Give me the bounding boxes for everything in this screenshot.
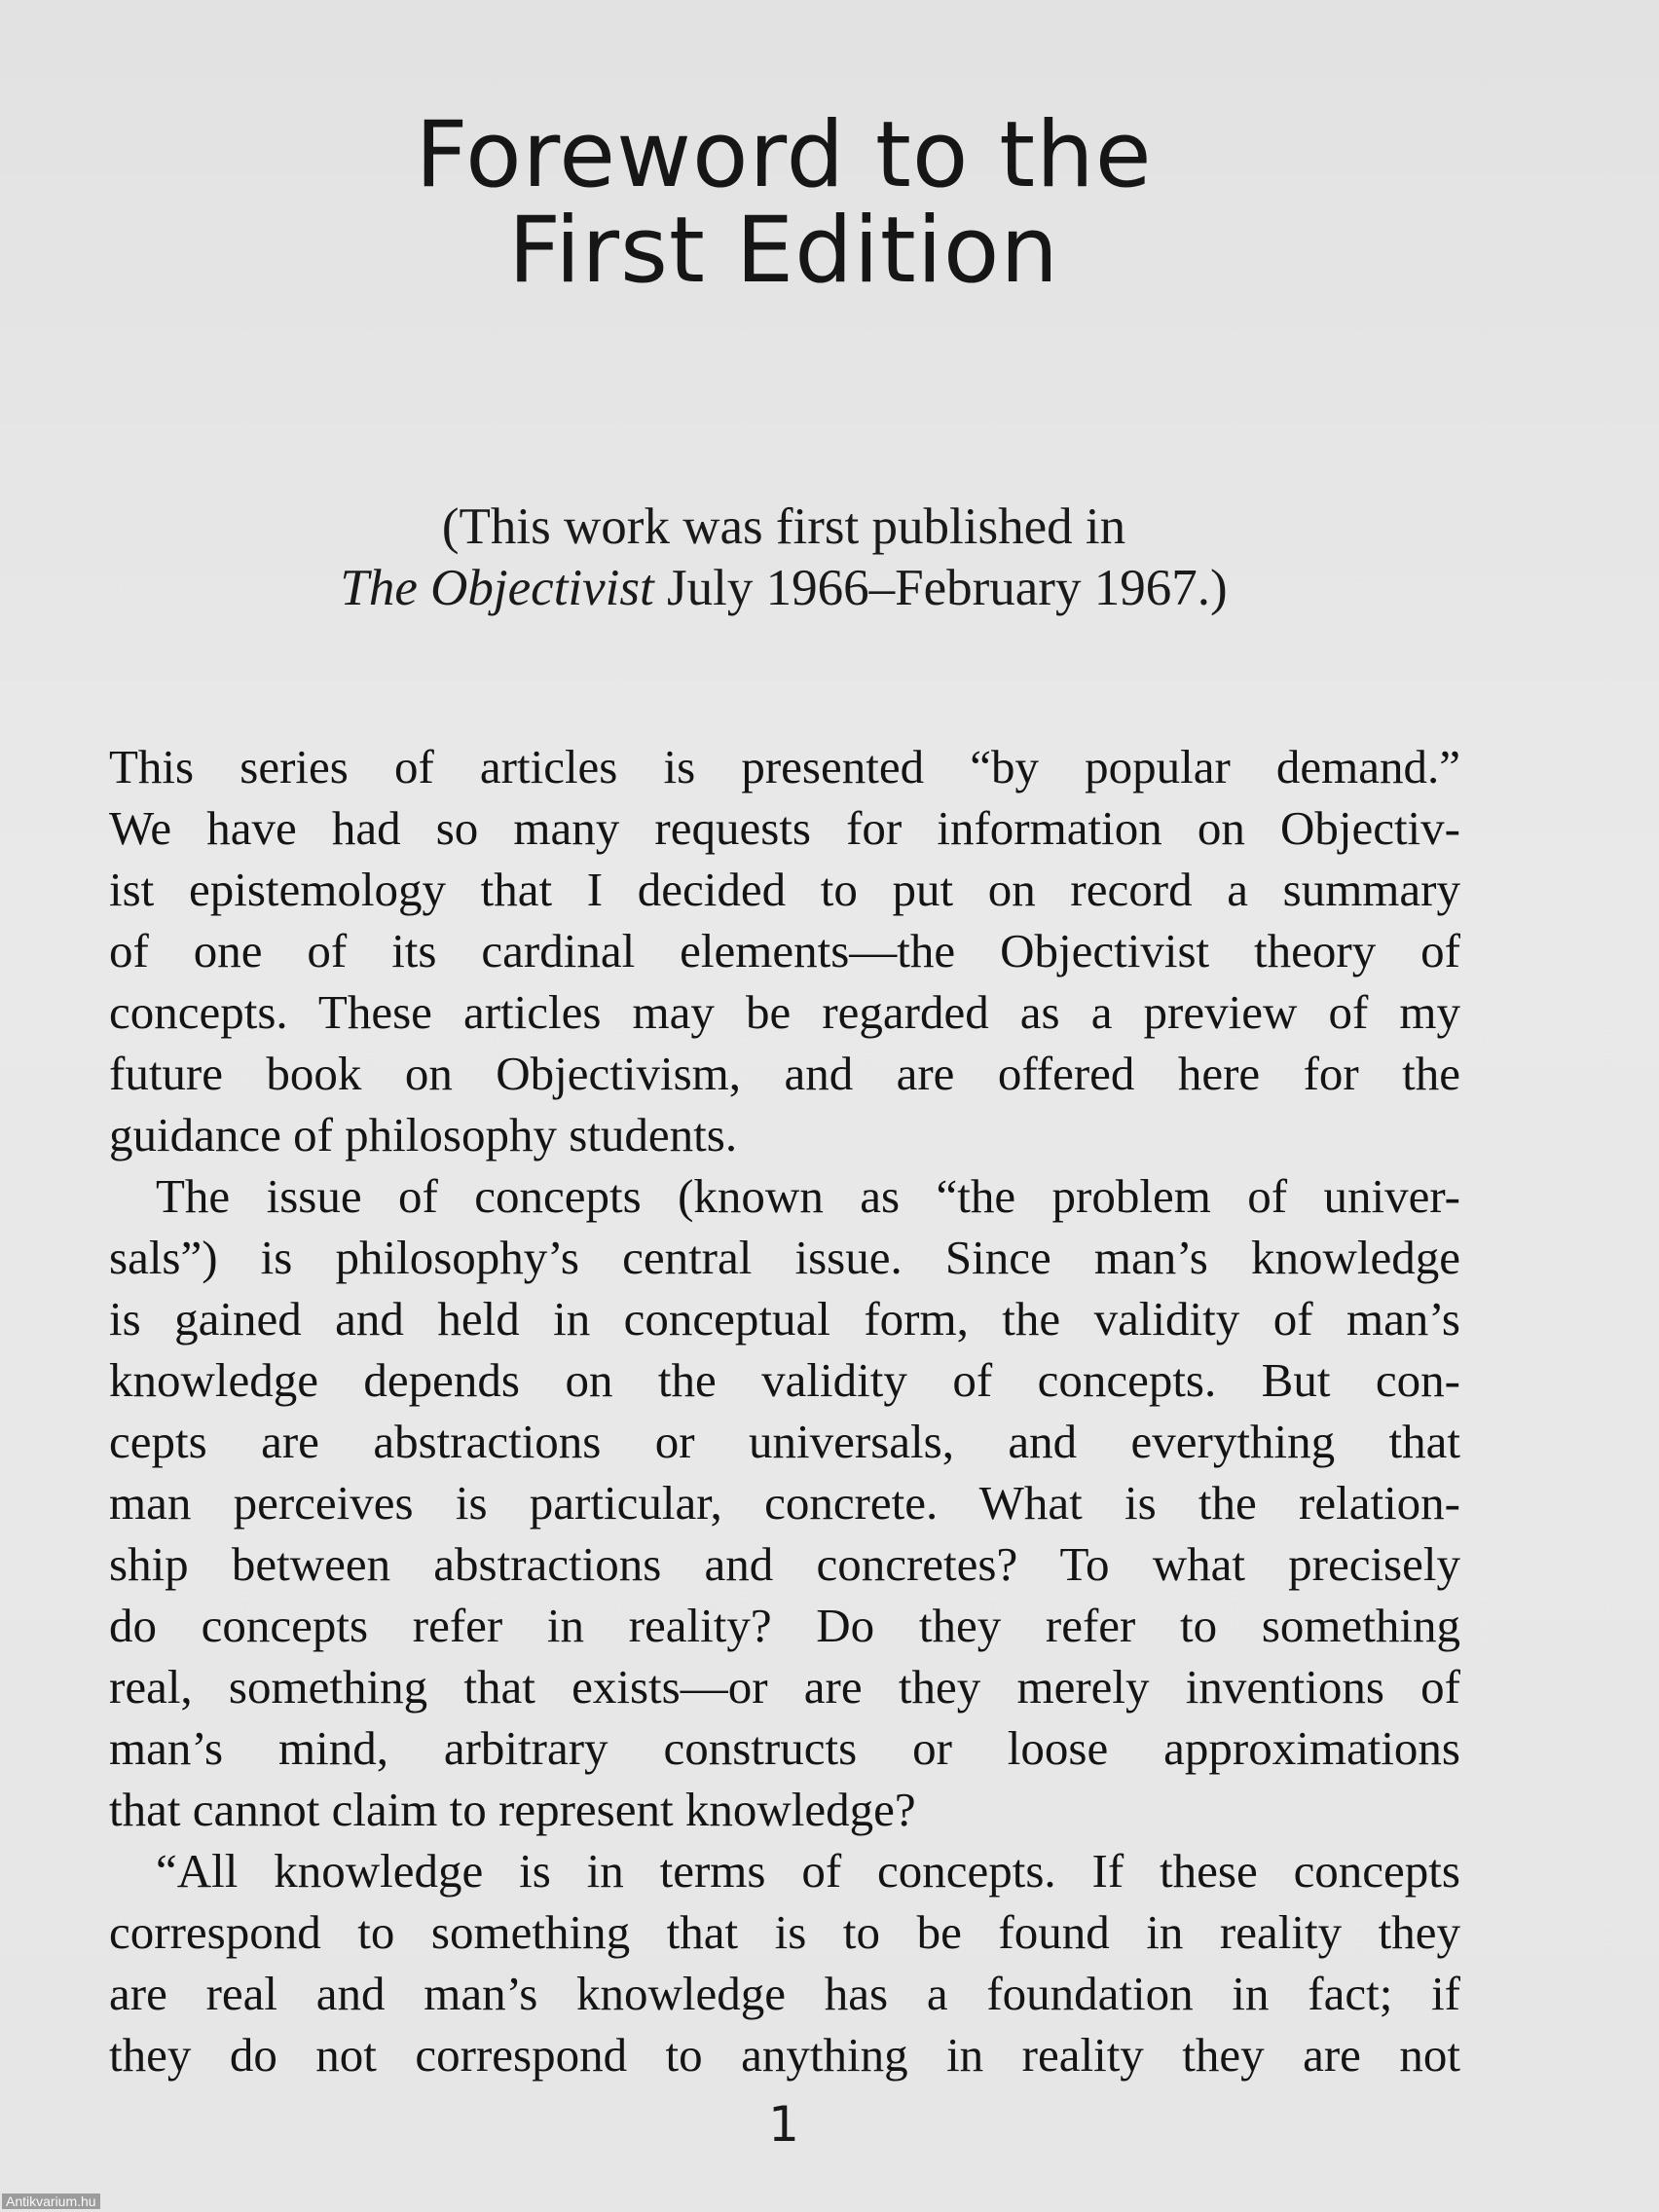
- body-line: sals”) is philosophy’s central issue. Since man’s knowledge: [109, 1231, 1460, 1284]
- chapter-title-line-1: Foreword to the: [415, 102, 1153, 208]
- body-line: knowledge depends on the validity of concepts. But con-: [109, 1353, 1460, 1407]
- body-line: ist epistemology that I decided to put on record a summary: [109, 863, 1460, 916]
- body-line: of one of its cardinal elements—the Objectivist theory of: [109, 924, 1460, 977]
- body-line: correspond to something that is to be found in reality they: [109, 1905, 1460, 1959]
- body-line: cepts are abstractions or universals, and everything that: [109, 1415, 1460, 1468]
- body-line: This series of articles is presented “by popular demand.”: [109, 740, 1460, 793]
- body-line: “All knowledge is in terms of concepts. If these concepts: [156, 1844, 1460, 1898]
- chapter-title-line-2: First Edition: [508, 198, 1059, 304]
- page-number: 1: [768, 2096, 799, 2153]
- body-line: man perceives is particular, concrete. What is the relation-: [109, 1476, 1460, 1530]
- body-line: they do not correspond to anything in reality they are not: [109, 2028, 1460, 2082]
- body-line: We have had so many requests for information on Objectiv-: [109, 801, 1460, 855]
- body-line: do concepts refer in reality? Do they refer to something: [109, 1599, 1460, 1652]
- body-line: man’s mind, arbitrary constructs or loose approximations: [109, 1721, 1460, 1775]
- body-line: is gained and held in conceptual form, the validity of man’s: [109, 1292, 1460, 1346]
- body-line: ship between abstractions and concretes? To what precisely: [109, 1537, 1460, 1591]
- publication-note-line-2: [0, 558, 1567, 619]
- body-line: The issue of concepts (known as “the problem of univer-: [156, 1169, 1460, 1223]
- body-line: future book on Objectivism, and are offered here for the: [109, 1047, 1460, 1100]
- body-line: are real and man’s knowledge has a foundation in fact; if: [109, 1967, 1460, 2020]
- publication-title: The Objectivist: [340, 560, 654, 616]
- body-line: real, something that exists—or are they merely inventions of: [109, 1660, 1460, 1714]
- body-text: [109, 736, 1460, 2085]
- body-line: concepts. These articles may be regarded as a preview of my: [109, 985, 1460, 1039]
- body-line: guidance of philosophy students.: [109, 1108, 738, 1161]
- publication-dates: July 1966–February 1967.): [653, 560, 1228, 616]
- watermark: Antikvarium.hu: [2, 2194, 100, 2209]
- body-line: that cannot claim to represent knowledge?: [109, 1783, 916, 1836]
- publication-note-line-1: (This work was first published in: [441, 498, 1126, 555]
